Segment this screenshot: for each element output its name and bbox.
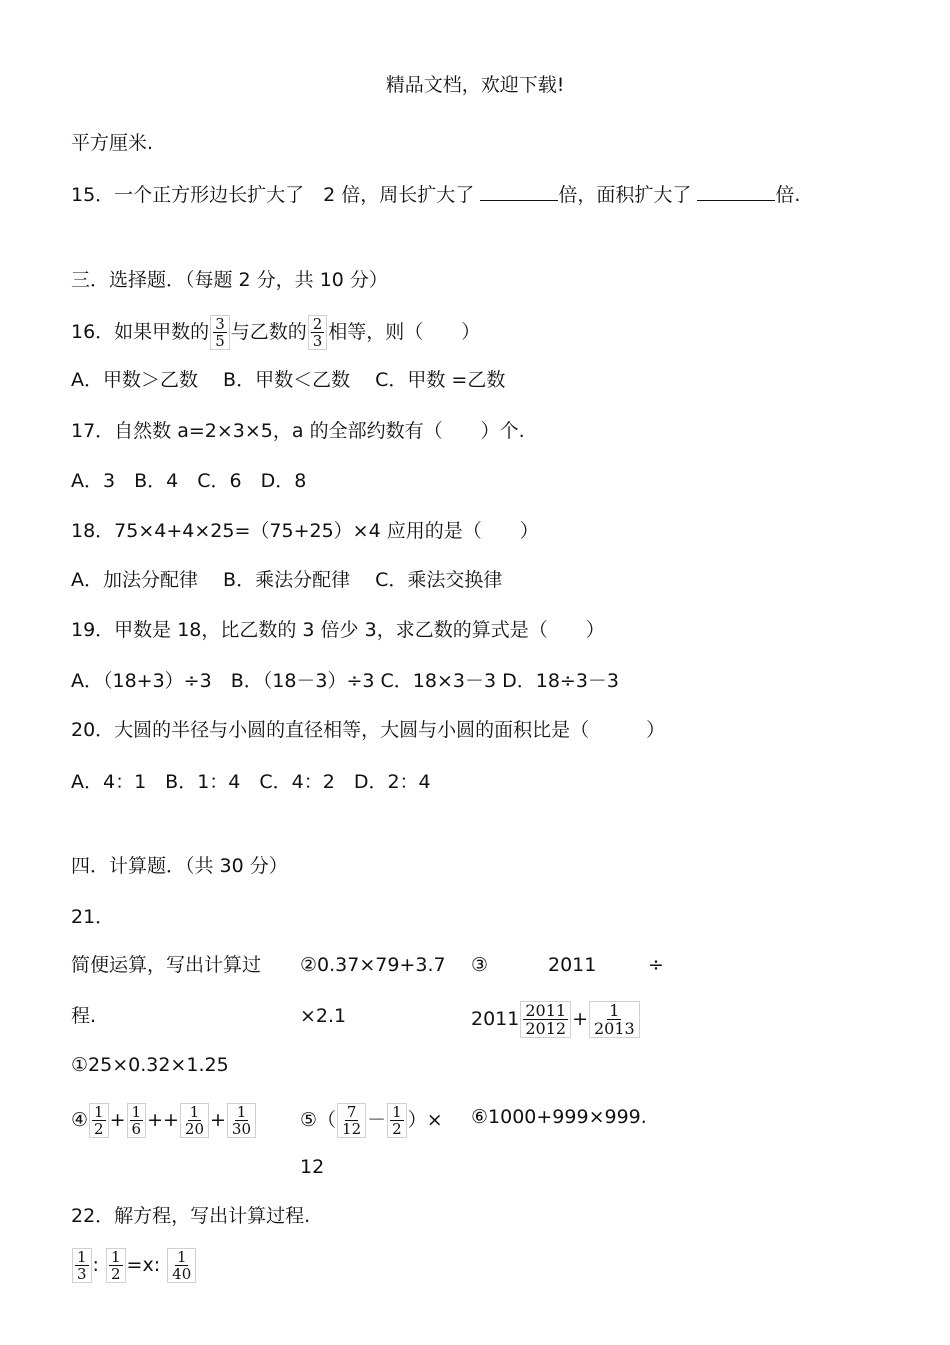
question-17: 17．自然数 a=2×3×5，a 的全部约数有（ ）个. (71, 420, 525, 442)
q21-item-1: ①25×0.32×1.25 (71, 1054, 229, 1076)
q15-text-post: 倍. (775, 184, 801, 206)
q21-item4-fraction-4 (227, 1103, 256, 1138)
q21-item-5-tail: 12 (300, 1156, 325, 1178)
q21-item5-f1-denominator: 12 (342, 1120, 362, 1138)
q20-options: A．4：1 B．1：4 C．4：2 D．2：4 (71, 771, 431, 793)
q21-item3-f2-denominator: 2013 (594, 1019, 635, 1038)
q16-f2-numerator: 2 (312, 315, 323, 333)
q21-item4-f1-denominator: 2 (94, 1120, 104, 1138)
q21-item-3-marker: ③ (471, 954, 489, 976)
q16-text-post: 相等，则（ ） (328, 321, 481, 343)
q21-intro-line-2: 程. (71, 1005, 97, 1027)
q21-item5-fraction-1 (337, 1103, 366, 1138)
q22-f1-denominator: 3 (77, 1265, 87, 1283)
page-header: 精品文档，欢迎下载! (385, 74, 565, 96)
q22-fraction-3 (167, 1248, 196, 1283)
q21-item3-plus: + (572, 1008, 588, 1030)
q21-item-4 (71, 1103, 257, 1138)
q15-blank-1 (480, 184, 558, 201)
q21-item3-fraction-2 (589, 1001, 640, 1038)
q21-item3-f1-denominator: 2012 (525, 1019, 567, 1038)
q21-item4-op-3: + (210, 1109, 226, 1131)
question-20: 20．大圆的半径与小圆的直径相等，大圆与小圆的面积比是（ ） (71, 719, 666, 741)
question-15 (71, 183, 800, 207)
q22-f3-denominator: 40 (172, 1265, 192, 1283)
q16-fraction-1 (210, 315, 230, 350)
q21-item4-fraction-2 (127, 1103, 147, 1138)
q22-f3-numerator: 1 (176, 1248, 187, 1266)
q21-item4-f3-denominator: 20 (184, 1120, 204, 1138)
q21-item5-f2-numerator: 1 (392, 1103, 402, 1121)
q21-item5-f1-numerator: 7 (346, 1103, 357, 1121)
q21-item3-whole: 2011 (471, 1008, 520, 1030)
q22-f2-numerator: 1 (111, 1248, 121, 1266)
q15-text-pre: 15．一个正方形边长扩大了 2 倍，周长扩大了 (71, 184, 481, 206)
q21-item5-minus: － (367, 1109, 387, 1131)
q22-f1-numerator: 1 (77, 1248, 87, 1266)
q21-item5-f2-denominator: 2 (392, 1120, 402, 1138)
question-18: 18．75×4+4×25=（75+25）×4 应用的是（ ） (71, 520, 539, 542)
q21-item4-f2-numerator: 1 (131, 1103, 142, 1121)
q16-f2-denominator: 3 (312, 332, 323, 350)
q22-middle: =x: (126, 1254, 161, 1276)
q21-item4-f1-numerator: 1 (94, 1103, 104, 1121)
prev-line: 平方厘米. (71, 132, 154, 154)
q15-blank-2 (697, 184, 775, 201)
q17-options: A．3 B．4 C．6 D．8 (71, 470, 307, 492)
q21-intro-line-1: 简便运算，写出计算过 (71, 954, 262, 976)
section-4-heading: 四．计算题．（共 30 分） (71, 855, 288, 877)
q21-item3-fraction-1 (520, 1001, 571, 1038)
q16-options: A．甲数＞乙数 B．甲数＜乙数 C．甲数 =乙数 (71, 369, 506, 391)
q21-item-3-divide: ÷ (648, 954, 664, 976)
q21-item4-f4-denominator: 30 (231, 1120, 252, 1138)
question-19: 19．甲数是 18，比乙数的 3 倍少 3，求乙数的算式是（ ） (71, 619, 605, 641)
question-22: 22．解方程，写出计算过程. (71, 1205, 311, 1227)
q21-item-2-line-2: ×2.1 (300, 1005, 347, 1027)
q22-equation (71, 1248, 197, 1283)
q21-item3-f1-numerator: 2011 (525, 1001, 567, 1020)
q18-options: A．加法分配律 B．乘法分配律 C．乘法交换律 (71, 569, 503, 591)
section-3-heading: 三．选择题．（每题 2 分，共 10 分） (71, 269, 388, 291)
q21-item4-fraction-3 (180, 1103, 209, 1138)
q21-item3-f2-numerator: 1 (609, 1001, 620, 1020)
q22-fraction-2 (106, 1248, 126, 1283)
q19-options: A．（18+3）÷3 B．（18－3）÷3 C．18×3－3 D．18÷3－3 (71, 670, 620, 692)
q21-item4-op-1: + (109, 1109, 126, 1131)
q21-item-2-line-1: ②0.37×79+3.7 (300, 954, 446, 976)
q21-item5-pre: ⑤（ (300, 1109, 337, 1131)
q22-f2-denominator: 2 (111, 1265, 121, 1283)
q21-item4-fraction-1 (89, 1103, 109, 1138)
q21-item-6: ⑥1000+999×999. (471, 1106, 647, 1128)
q21-item-3-expression (471, 1001, 641, 1038)
q15-text-mid: 倍，面积扩大了 (558, 184, 698, 206)
q21-item4-marker: ④ (71, 1109, 89, 1131)
q21-item5-post: ）× (407, 1109, 443, 1131)
q21-item4-op-2: ++ (147, 1109, 179, 1131)
q16-f1-denominator: 5 (215, 332, 225, 350)
q21-item4-f3-numerator: 1 (189, 1103, 200, 1121)
q21-item4-f2-denominator: 6 (131, 1120, 142, 1138)
question-16 (71, 315, 480, 350)
q22-fraction-1 (72, 1248, 92, 1283)
q16-text-pre: 16．如果甲数的 (71, 321, 210, 343)
q21-item5-fraction-2 (387, 1103, 407, 1138)
q16-f1-numerator: 3 (215, 315, 225, 333)
q21-item4-f4-numerator: 1 (236, 1103, 247, 1121)
q22-separator: : (92, 1254, 99, 1276)
q16-fraction-2 (308, 315, 328, 350)
q21-item-3-number: 2011 (548, 954, 597, 976)
q21-item-5 (300, 1103, 443, 1138)
question-21-number: 21． (71, 906, 115, 928)
q16-text-mid: 与乙数的 (230, 321, 307, 343)
